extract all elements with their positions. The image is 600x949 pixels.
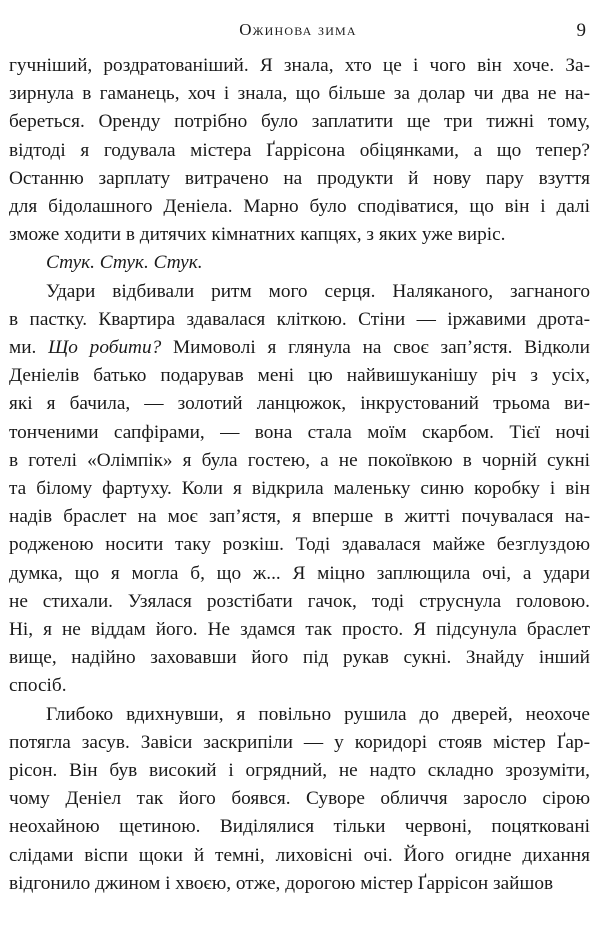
text-line: для бідолашного Деніела. Марно було сподіватися, що він і далі <box>9 196 590 218</box>
text-line: зможе ходити в дитячих кімнатних капцях, з яких уже виріс. <box>9 224 506 246</box>
text-line: які я бачила, — золотий ланцюжок, інкрустований трьома ви- <box>9 393 590 415</box>
text-line: не стихали. Узялася розстібати гачок, тоді струснула головою. <box>9 590 590 612</box>
body-text <box>9 52 590 898</box>
text-line: Глибоко вдихнувши, я повільно рушила до дверей, неохоче <box>46 703 590 725</box>
text-line: ми. Що робити? Мимоволі я глянула на своє зап’ястя. Відколи <box>9 337 590 359</box>
text-line: в готелі «Олімпік» я була гостею, а не покоївкою в чорній сукні <box>9 449 590 471</box>
text-line: та білому фартуху. Коли я відкрила маленьку синю коробку і він <box>9 478 590 500</box>
text-line: Деніелів батько подарував мені цю найвишуканішу річ з усіх, <box>9 365 590 387</box>
paragraph <box>9 52 590 249</box>
text-line: слідами віспи щоки й темні, лиховісні очі. Його огидне дихання <box>9 844 590 866</box>
text-line: Ні, я не віддам його. Не здамся так просто. Я підсунула браслет <box>9 619 590 641</box>
page-number: 9 <box>576 20 586 41</box>
text-line: спосіб. <box>9 675 67 697</box>
text-line: потягла засув. Завіси заскрипіли — у коридорі стояв містер Ґар- <box>9 731 590 753</box>
text-line: чому Деніел так його боявся. Суворе обличчя заросло сірою <box>9 788 590 810</box>
page-header <box>10 20 586 44</box>
text-line: береться. Оренду потрібно було заплатити ще три тижні тому, <box>9 111 590 133</box>
text-line: неохайною щетиною. Виділялися тільки червоні, поцятковані <box>9 816 590 838</box>
text-line: відгонило джином і хвоєю, отже, дорогою містер Ґаррісон зайшов <box>9 872 554 894</box>
text-line: думка, що я могла б, що ж... Я міцно заплющила очі, а удари <box>9 562 590 584</box>
paragraph <box>9 701 590 898</box>
text-line: рісон. Він був високий і огрядний, не надто складно зрозуміти, <box>9 760 590 782</box>
text-line: Удари відбивали ритм мого серця. Наляканого, загнаного <box>46 280 590 302</box>
text-line: відтоді я годувала містера Ґаррісона обіцянками, а що тепер? <box>9 139 590 161</box>
text-line: гучніший, роздратованіший. Я знала, хто це і чого він хоче. За- <box>9 55 590 76</box>
text-line: вище, надійно заховавши його під рукав сукні. Знайду інший <box>9 647 590 669</box>
text-line: Останню зарплату витрачено на продукти й нову пару взуття <box>9 167 590 189</box>
paragraph <box>9 249 590 277</box>
text-line: надів браслет на моє зап’ястя, я вперше в житті почувалася на- <box>9 506 590 528</box>
paragraph <box>9 278 590 701</box>
text-line: Стук. Стук. Стук. <box>46 252 203 274</box>
text-line: тонченими сапфірами, — вона стала моїм скарбом. Тієї ночі <box>9 421 590 443</box>
text-line: родженою носити таку розкіш. Тоді здавалася майже безглуздою <box>9 534 590 556</box>
text-line: в пастку. Квартира здавалася кліткою. Стіни — іржавими дрота- <box>9 308 590 330</box>
running-title: Ожинова зима <box>239 20 357 39</box>
text-line: зирнула в гаманець, хоч і знала, що більше за долар чи два не на- <box>9 83 590 105</box>
